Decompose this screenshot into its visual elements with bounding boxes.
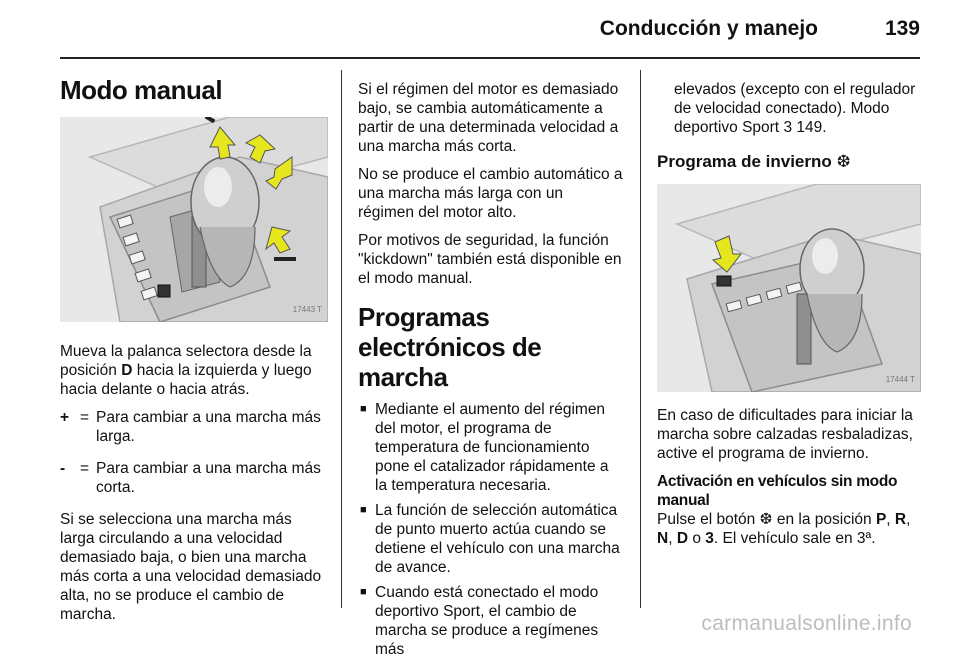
snowflake-icon: ❆ bbox=[759, 511, 773, 528]
paragraph-high-rpm: No se produce el cambio automático a una marcha más larga con un régimen del motor alto. bbox=[358, 166, 623, 221]
subheading-activacion: Activación en vehículos sin modo manual bbox=[657, 473, 898, 509]
gear-change-paragraph: Si se selecciona una marcha más larga circulando a una velocidad demasiado baja, o bien una marcha más corta a una velocidad demasiado alta, no se produce el cambio de marcha. bbox=[60, 511, 322, 623]
column-3 bbox=[657, 80, 922, 557]
shift-lever-figure bbox=[60, 117, 328, 322]
definition-plus: + = Para cambiar a una marcha más larga. bbox=[60, 409, 321, 445]
watermark: carmanualsonline.info bbox=[701, 612, 912, 635]
section-title: Conducción y manejo bbox=[599, 17, 818, 40]
column-divider-1 bbox=[341, 70, 342, 608]
list-item: ■ Cuando está conectado el modo deportivo Sport, el cambio de marcha se produce a regímenes más bbox=[358, 583, 623, 659]
snowflake-icon: ❆ bbox=[836, 152, 851, 171]
winter-program-paragraph: En caso de dificultades para iniciar la marcha sobre calzadas resbaladizas, active el programa de invierno. bbox=[657, 407, 913, 462]
heading-modo-manual: Modo manual bbox=[60, 75, 223, 105]
paragraph-low-rpm: Si el régimen del motor es demasiado bajo, se cambia automáticamente a partir de una determinada velocidad a una marcha más corta. bbox=[358, 81, 619, 155]
figure-number: 17443 T bbox=[292, 305, 322, 314]
figure-number: 17444 T bbox=[885, 375, 915, 384]
sport-mode-continuation: elevados (excepto con el regulador de velocidad conectado). Modo deportivo Sport 3 149. bbox=[674, 81, 916, 136]
intro-paragraph: Mueva la palanca selectora desde la posición D hacia la izquierda y luego hacia delante o hacia atrás. bbox=[60, 343, 312, 398]
winter-button-figure bbox=[657, 184, 921, 392]
programs-list bbox=[358, 400, 623, 659]
header-rule bbox=[60, 57, 920, 59]
heading-programa-invierno: Programa de invierno ❆ bbox=[657, 152, 851, 171]
column-1 bbox=[60, 75, 330, 633]
page-number: 139 bbox=[884, 17, 920, 40]
activation-instructions: Pulse el botón ❆ en la posición P, R, N, D o 3. El vehículo sale en 3ª. bbox=[657, 511, 911, 547]
list-item: ■ Mediante el aumento del régimen del motor, el programa de temperatura de funcionamiento pone el catalizador rápidamente a la temperatura necesaria. bbox=[358, 400, 623, 495]
column-2 bbox=[358, 80, 623, 665]
paragraph-kickdown: Por motivos de seguridad, la función "kickdown" también está disponible en el modo manual. bbox=[358, 232, 622, 287]
list-item: ■ La función de selección automática de punto muerto actúa cuando se detiene el vehículo con una marcha de avance. bbox=[358, 501, 623, 577]
heading-programas-electronicos: Programas electrónicos de marcha bbox=[358, 302, 542, 392]
shift-lever-illustration bbox=[60, 117, 328, 322]
definition-minus: - = Para cambiar a una marcha más corta. bbox=[60, 460, 321, 496]
winter-program-illustration bbox=[657, 184, 921, 392]
column-divider-2 bbox=[640, 70, 641, 608]
